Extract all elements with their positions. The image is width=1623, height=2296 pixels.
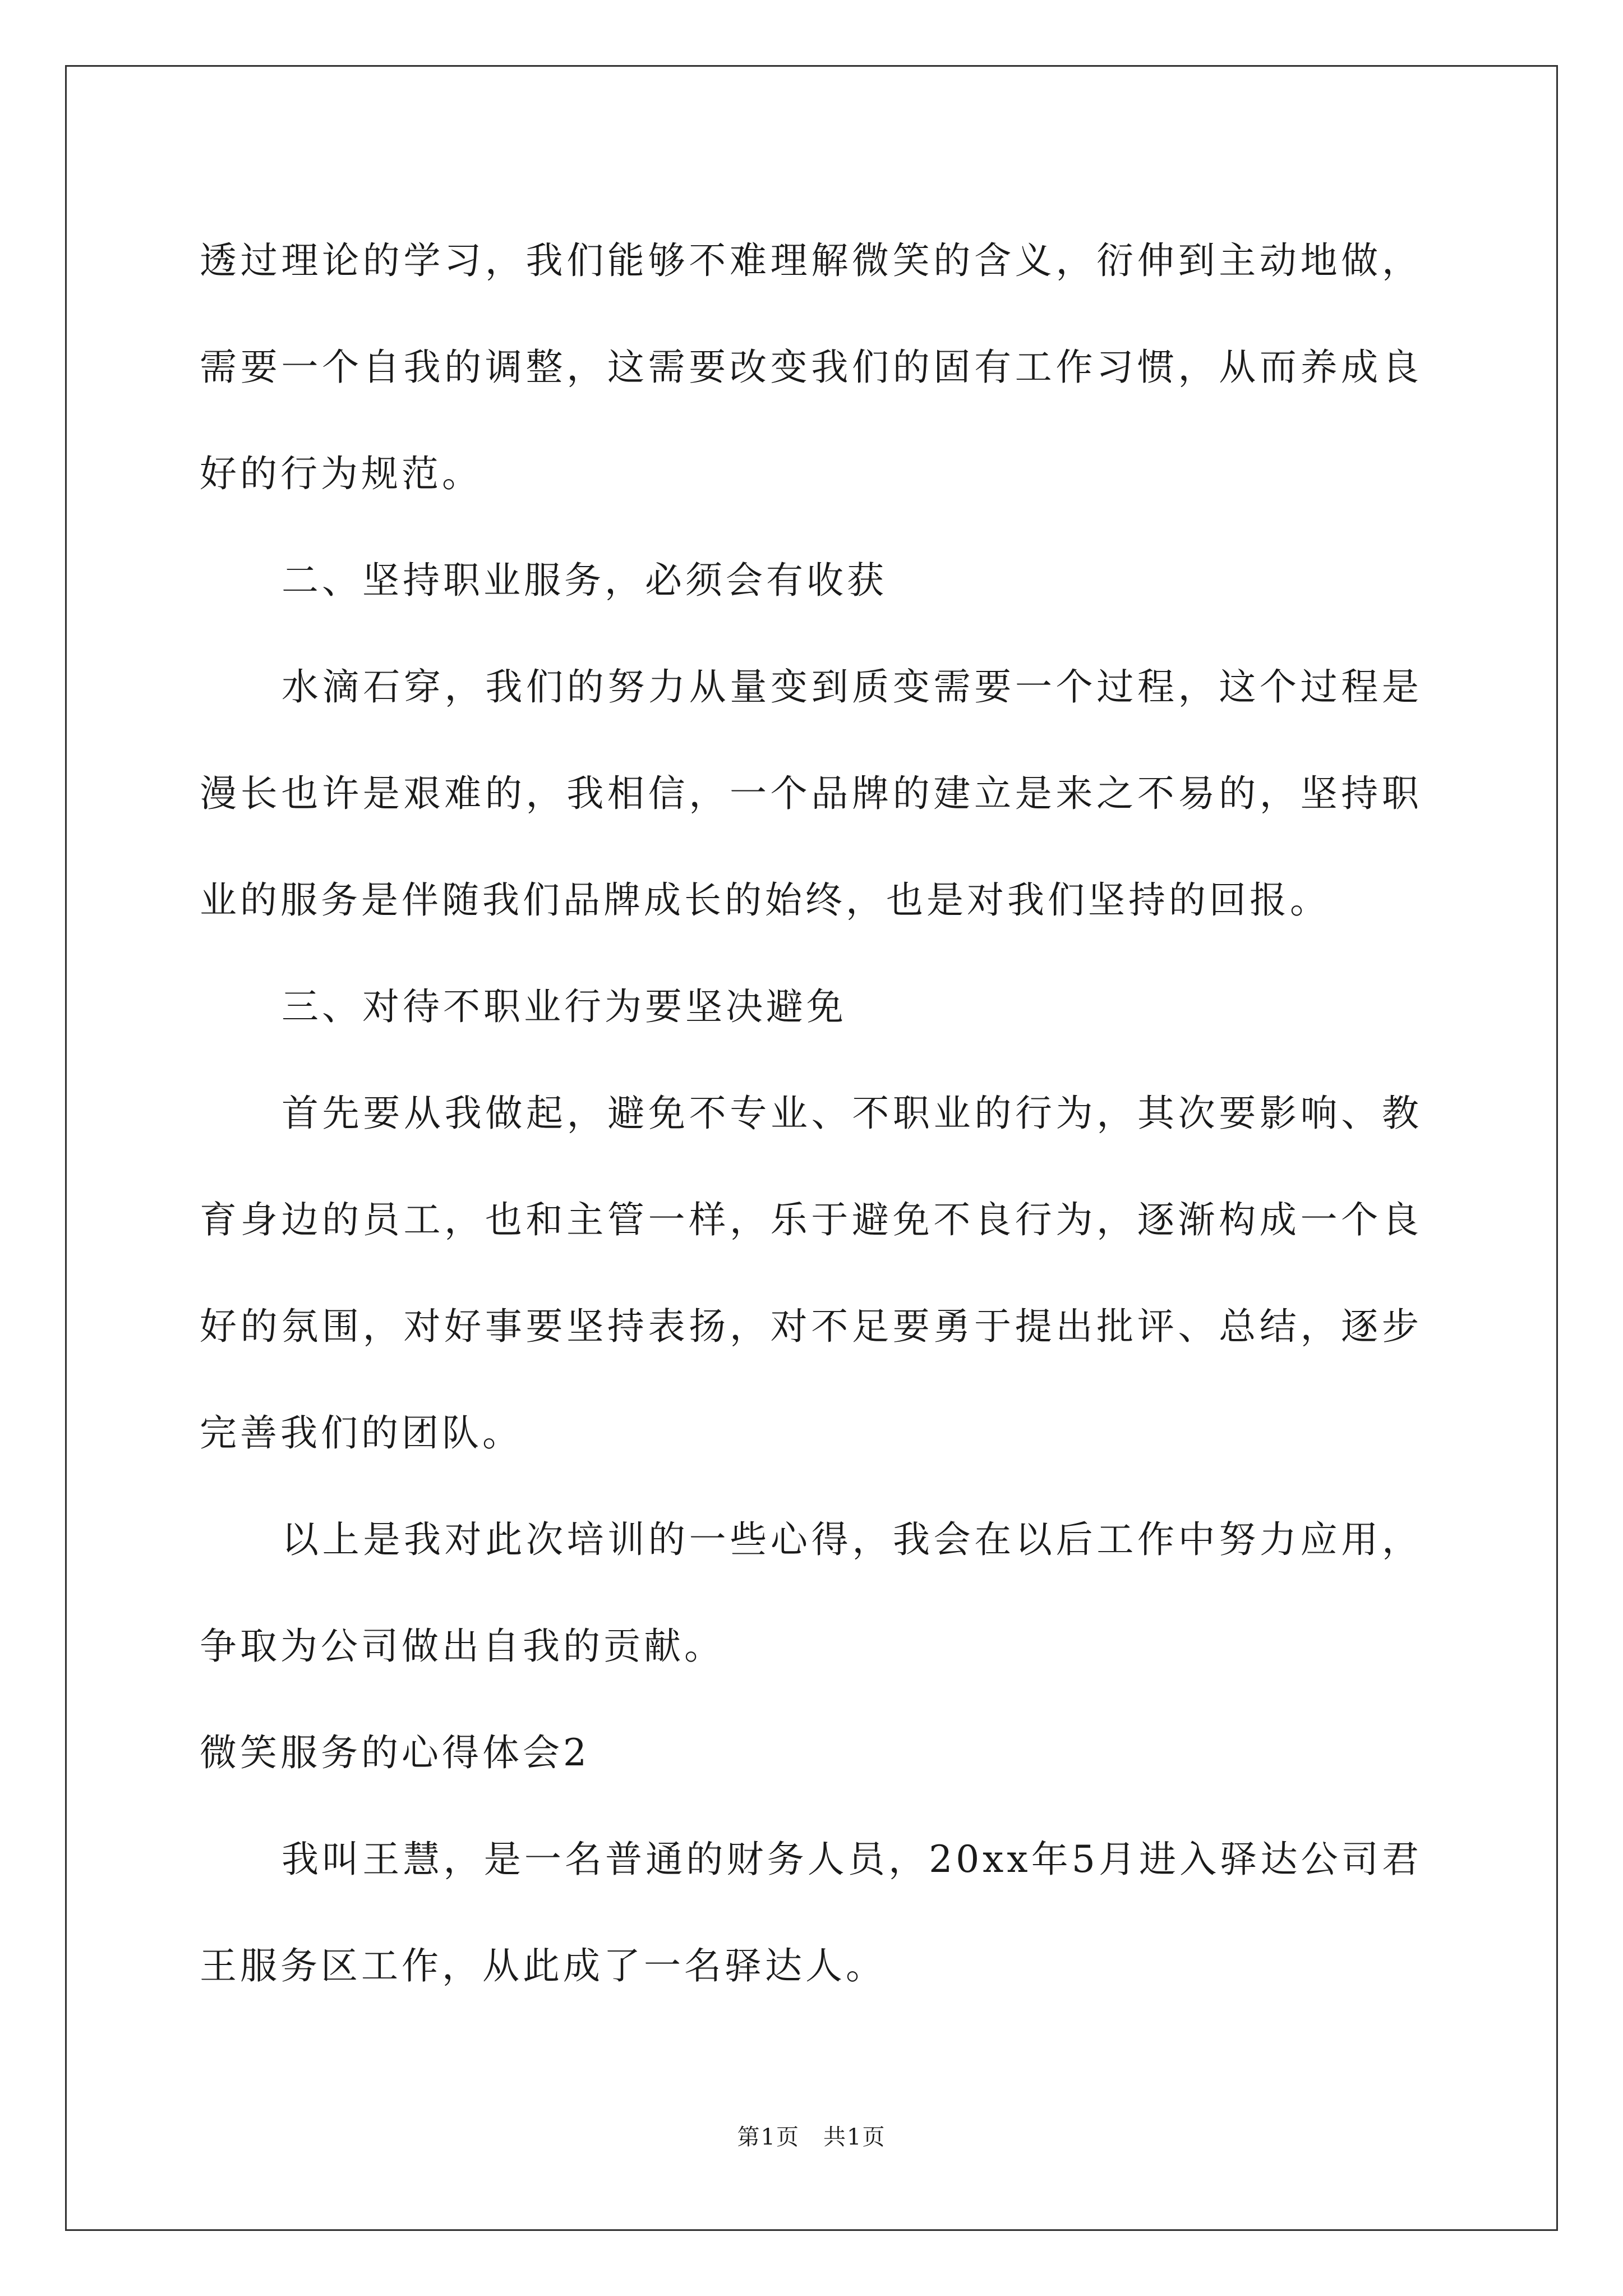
document-body bbox=[200, 208, 1422, 2019]
paragraph-article-2-intro: 我叫王慧，是一名普通的财务人员，20xx年5月进入驿达公司君王服务区工作，从此成了一名驿达人。 bbox=[200, 1838, 1422, 1987]
paragraph-intro-continuation: 透过理论的学习，我们能够不难理解微笑的含义，衍伸到主动地做，需要一个自我的调整，这需要改变我们的固有工作习惯，从而养成良好的行为规范。 bbox=[200, 239, 1422, 495]
paragraph-conclusion: 以上是我对此次培训的一些心得，我会在以后工作中努力应用，争取为公司做出自我的贡献。 bbox=[200, 1518, 1422, 1668]
section-heading-3: 三、对待不职业行为要坚决避免 bbox=[282, 985, 847, 1028]
article-title-2: 微笑服务的心得体会2 bbox=[200, 1731, 590, 1774]
page-number-footer: 第1页 共1页 bbox=[737, 2124, 886, 2150]
section-heading-2: 二、坚持职业服务，必须会有收获 bbox=[282, 559, 887, 602]
paragraph-section-2: 水滴石穿，我们的努力从量变到质变需要一个过程，这个过程是漫长也许是艰难的，我相信，一个品牌的建立是来之不易的，坚持职业的服务是伴随我们品牌成长的始终，也是对我们坚持的回报。 bbox=[200, 665, 1422, 922]
paragraph-section-3: 首先要从我做起，避免不专业、不职业的行为，其次要影响、教育身边的员工，也和主管一样，乐于避免不良行为，逐渐构成一个良好的氛围，对好事要坚持表扬，对不足要勇于提出批评、总结，逐步完善我们的团队。 bbox=[200, 1092, 1422, 1455]
